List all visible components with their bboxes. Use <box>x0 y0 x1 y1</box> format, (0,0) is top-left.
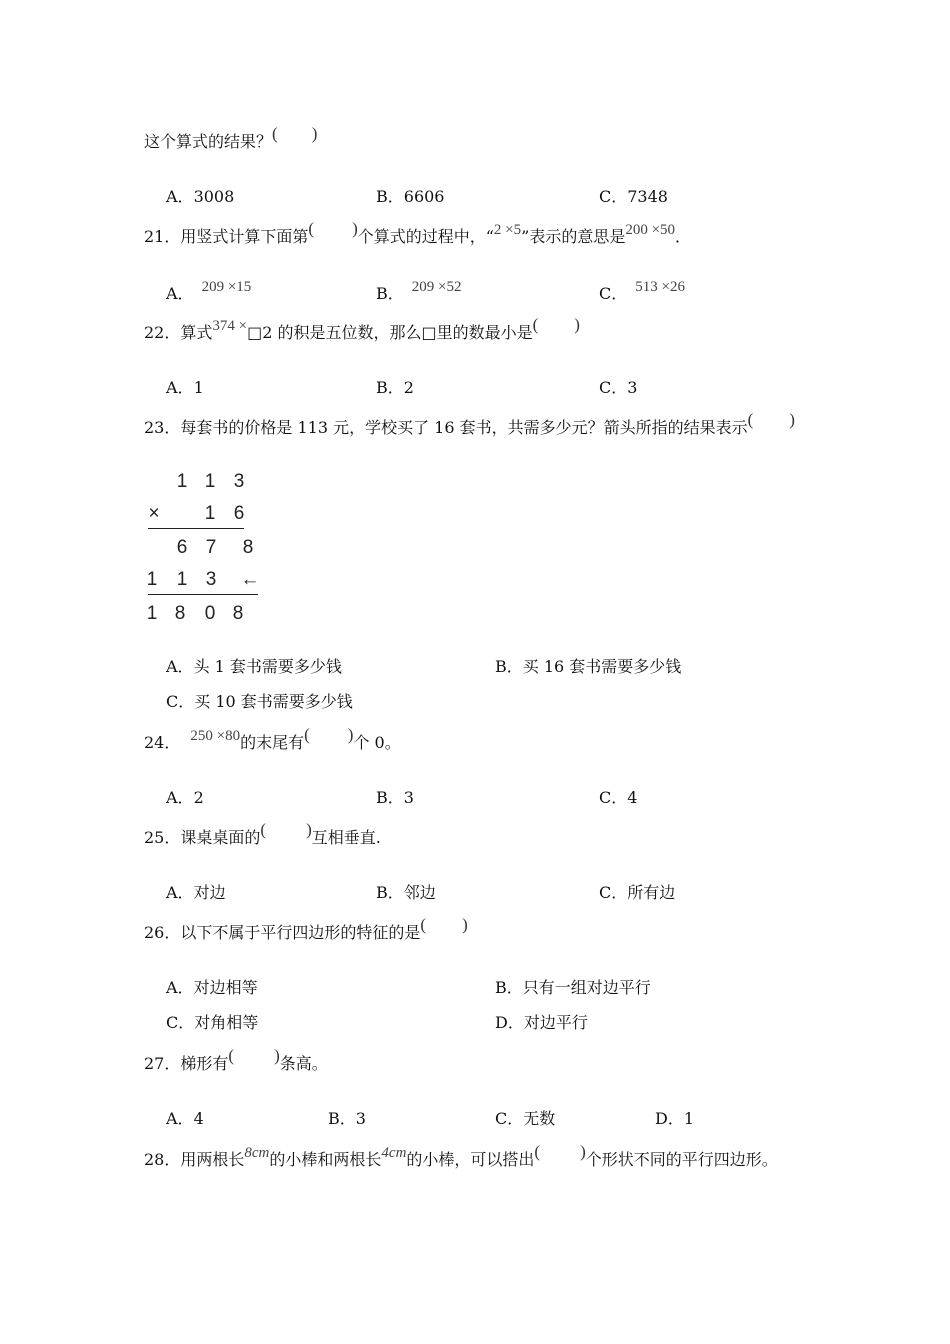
question-23-text: 23．每套书的价格是 113 元，学校买了 16 套书，共需多少元？箭头所指的结果表示( ) <box>144 410 795 437</box>
question-22-text: 22．算式374 ×□2 的积是五位数，那么□里的数最小是( ) <box>144 315 580 342</box>
vertical-multiplication <box>140 468 280 633</box>
q23-option-a[interactable]: A．头 1 套书需要多少钱 <box>166 657 342 676</box>
q26-option-a[interactable]: A．对边相等 <box>166 978 258 997</box>
q20-option-b[interactable]: B．6606 <box>376 187 445 206</box>
q25-option-c[interactable]: C．所有边 <box>599 883 676 902</box>
q20-option-c[interactable]: C．7348 <box>599 187 668 206</box>
calc-line <box>148 594 258 595</box>
calc-digit: 1 <box>204 503 216 524</box>
arrow-left-icon: ← <box>240 569 260 590</box>
calc-digit: 7 <box>205 537 217 558</box>
answer-blank: ( ) <box>272 124 318 143</box>
calc-digit: 1 <box>204 471 216 492</box>
answer-blank: ( ) <box>260 820 312 839</box>
calc-line <box>148 528 244 529</box>
question-28-text: 28．用两根长8cm的小棒和两根长4cm的小棒，可以搭出( )个形状不同的平行四边形。 <box>144 1142 778 1169</box>
q23-option-c[interactable]: C．买 10 套书需要多少钱 <box>166 692 353 711</box>
q26-option-c[interactable]: C．对角相等 <box>166 1013 259 1032</box>
q25-option-a[interactable]: A．对边 <box>166 883 226 902</box>
q25-option-b[interactable]: B．邻边 <box>376 883 436 902</box>
question-27-text: 27．梯形有( )条高。 <box>144 1046 328 1073</box>
answer-blank: ( ) <box>420 915 468 934</box>
calc-digit: 8 <box>242 537 254 558</box>
calc-digit: 3 <box>205 569 217 590</box>
q20-option-a[interactable]: A．3008 <box>166 187 235 206</box>
q26-option-d[interactable]: D．对边平行 <box>495 1013 588 1032</box>
calc-digit: 0 <box>204 603 216 624</box>
q23-option-b[interactable]: B．买 16 套书需要多少钱 <box>495 657 682 676</box>
calc-digit: 1 <box>146 603 158 624</box>
answer-blank: ( ) <box>534 1142 586 1161</box>
calc-digit: 6 <box>233 503 245 524</box>
question-24-text: 24． 250 ×80的末尾有( )个 0。 <box>144 725 401 752</box>
calc-digit: 1 <box>176 569 188 590</box>
q24-option-b[interactable]: B．3 <box>376 788 414 807</box>
q26-option-b[interactable]: B．只有一组对边平行 <box>495 978 651 997</box>
calc-digit: 3 <box>233 471 245 492</box>
question-26-text: 26．以下不属于平行四边形的特征的是( ) <box>144 915 468 942</box>
q24-option-c[interactable]: C．4 <box>599 788 638 807</box>
answer-blank: ( ) <box>308 219 358 238</box>
q22-option-b[interactable]: B．2 <box>376 378 414 397</box>
question-25-text: 25．课桌桌面的( )互相垂直. <box>144 820 381 847</box>
multiply-sign: × <box>148 503 160 524</box>
question-20-text <box>144 124 318 152</box>
calc-digit: 8 <box>232 603 244 624</box>
question-text: 这个算式的结果？ <box>144 132 273 151</box>
answer-blank: ( ) <box>304 725 354 744</box>
q27-option-a[interactable]: A．4 <box>166 1109 204 1128</box>
q21-option-b[interactable]: B． 209 ×52 <box>376 279 462 303</box>
answer-blank: ( ) <box>747 410 795 429</box>
q27-option-b[interactable]: B．3 <box>328 1109 366 1128</box>
question-21-text: 21．用竖式计算下面第( )个算式的过程中，“2 ×5”表示的意思是200 ×50． <box>144 219 692 246</box>
q21-option-a[interactable]: A． 209 ×15 <box>166 279 252 303</box>
calc-digit: 1 <box>146 569 158 590</box>
q24-option-a[interactable]: A．2 <box>166 788 204 807</box>
q22-option-c[interactable]: C．3 <box>599 378 638 397</box>
answer-blank: ( ) <box>532 315 580 334</box>
calc-digit: 8 <box>174 603 186 624</box>
q22-option-a[interactable]: A．1 <box>166 378 204 397</box>
answer-blank: ( ) <box>228 1046 280 1065</box>
calc-digit: 1 <box>176 471 188 492</box>
q21-option-c[interactable]: C． 513 ×26 <box>599 279 685 303</box>
q27-option-d[interactable]: D．1 <box>655 1109 695 1128</box>
q27-option-c[interactable]: C．无数 <box>495 1109 556 1128</box>
calc-digit: 6 <box>176 537 188 558</box>
